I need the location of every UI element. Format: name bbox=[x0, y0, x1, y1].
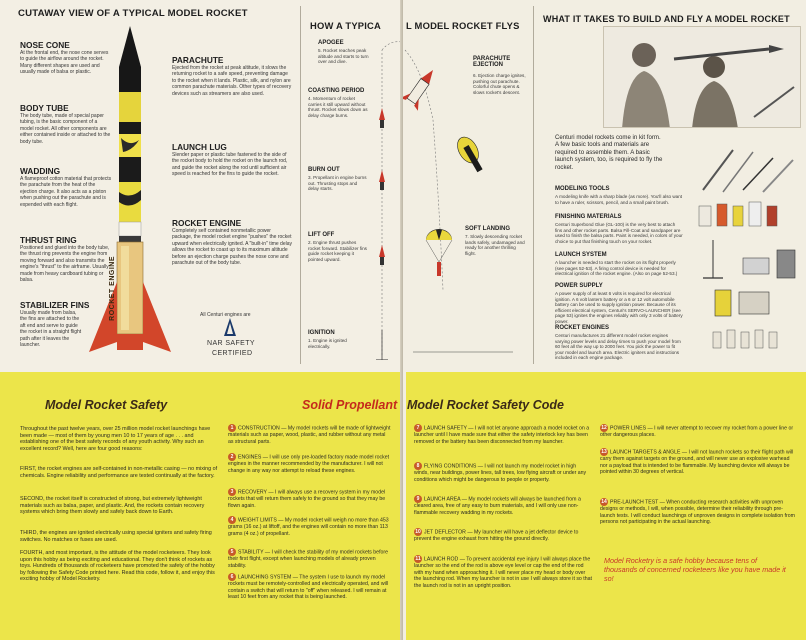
centuri-note: All Centuri engines are bbox=[200, 312, 251, 318]
code-item-6: 6 LAUNCHING SYSTEM — The system I use to launch my model rockets must be remotely-controlled and electrically operated, and will contain a switch that will return to "off" when released. I will remain at least 10 feet from any rocket that is being launched. bbox=[228, 574, 389, 600]
power-supply-title: POWER SUPPLY bbox=[555, 283, 603, 289]
coasting-title: COASTING PERIOD bbox=[308, 88, 365, 94]
safety-para-3: SECOND, the rocket itself is constructed of strong, but extremely lightweight materials such as balsa, paper, and plastic. And, the rockets contain recovery systems which bring them slowly and safely back down to Earth. bbox=[20, 496, 205, 516]
launch-lug-title: LAUNCH LUG bbox=[172, 142, 227, 152]
code-item-14: 14 PRE-LAUNCH TEST — When conducting research activities with unproven designs or methods, I will, when possible, determine their reliability through pre-launch tests. I will conduct launchings of unproven designs in complete isolation from persons not participating in the actual launching. bbox=[600, 499, 795, 525]
rocket-engines-text: Centuri manufactures 21 different model rocket engines varying power levels and delay times to push your model from 60 feet all the way up to 2000 feet. You pick the power to fit your model and launch area. Electric igniters and instructions included in each engine package. bbox=[555, 333, 681, 361]
flight-path-illustration bbox=[360, 30, 404, 360]
closing-statement: Model Rocketry is a safe hobby because tens of thousands of concerned rocketeers like you have made it so! bbox=[604, 556, 786, 583]
finishing-materials-title: FINISHING MATERIALS bbox=[555, 214, 622, 220]
code-item-9: 9 LAUNCH AREA — My model rockets will always be launched from a cleared area, free of any easy to burn materials, and I will only use non-flammable recovery wadding in my rockets. bbox=[414, 496, 581, 516]
code-item-13: 13 LAUNCH TARGETS & ANGLE — I will not launch rockets so their flight path will carry them against targets on the ground, and will never use an explosive warhead nor a payload that is intended to be flammable. My launching device will always be pointed within 30 degrees of vertical. bbox=[600, 449, 794, 475]
launch-system-text: A launcher is needed to start the rocket on its flight properly (see pages 52-53). A firing control device is needed for electrical ignition of the rocket engine. (Also on page 52-53.) bbox=[555, 260, 678, 277]
modeling-tools-text: A modeling knife with a sharp blade (as more). You'll also want to have a ruler, scissors, pencil, and a small paint brush. bbox=[555, 194, 683, 205]
burnout-text: 3. Propellant in engine burns out. Thrusting stops and delay starts. bbox=[308, 175, 367, 192]
stabilizer-fins-text: Usually made from balsa, the fins are attached to the aft end and serve to guide the rocket in a straight flight path after it leaves the launcher. bbox=[20, 310, 82, 349]
soft-landing-text: 7. Slowly descending rocket lands safely, undamaged and ready for another thrilling flight. bbox=[465, 234, 525, 256]
build-intro: Centuri model rockets come in kit form. A few basic tools and materials are required to assemble them. A basic launch system, too, is required to fly the rocket. bbox=[555, 134, 663, 171]
thrust-ring-text: Positioned and glued into the body tube, the thrust ring prevents the engine from moving forward and also transmits the engine's "thrust" to the airframe. Usually made from heavy cardboard tubing or balsa. bbox=[20, 245, 110, 284]
wadding-text: A flameproof cotton material that protects the parachute from the heat of the ejection charge. It also acts as a piston when pushing out the parachute and is expended with each flight. bbox=[20, 176, 112, 208]
safety-para-4: THIRD, the engines are ignited electrically using special igniters and safety firing switches. No matches or fuses are used. bbox=[20, 530, 212, 543]
code-item-7: 7 LAUNCH SAFETY — I will not let anyone approach a model rocket on a launcher until I have made sure that either the safety interlock key has been removed or the battery has been disconnected from my launcher. bbox=[414, 425, 590, 445]
finishing-materials-text: Centuri Superbond Glue (GL-100) is the very best to attach fins and other rocket parts. Balsa Fill-Coat and sandpaper are used to finish the balsa parts. Paint is needed, in colors of your choice to put that finishing touch on your rocket. bbox=[555, 222, 683, 244]
parachute-ejection-title: PARACHUTE EJECTION bbox=[473, 56, 511, 68]
apogee-text: 5. Rocket reaches peak altitude and starts to turn over and dive. bbox=[318, 48, 369, 65]
code-item-8: 8 FLYING CONDITIONS — I will not launch my model rocket in high winds, near buildings, power lines, tall trees, low flying aircraft or under any conditions which might be dangerous to people or property. bbox=[414, 463, 587, 483]
ignition-title: IGNITION bbox=[308, 330, 335, 336]
column-divider-right bbox=[533, 6, 534, 364]
launch-lug-text: Slender paper or plastic tube fastened to the side of the rocket body to hold the rocket on the launch rod, and guide the rocket along the rod until sufficient air speed is reached for the fins to guide the rocket. bbox=[172, 152, 288, 178]
column-divider bbox=[300, 6, 301, 364]
stabilizer-fins-title: STABILIZER FINS bbox=[20, 300, 90, 310]
parachute-text: Ejected from the rocket at peak altitude, it slows the returning rocket to a safe speed, preventing damage to the rocket when it lands. Plastic, silk, and nylon are common parachute materials. Other types of recovery devices such as streamers are also used. bbox=[172, 65, 292, 97]
burnout-title: BURN OUT bbox=[308, 167, 340, 173]
safety-para-5: FOURTH, and most important, is the attitude of the model rocketeers. They look upon this hobby as being exciting and educational. They don't think of rockets as toys. Hundreds of thousands of rocketeers have promoted the safety of the hobby by following the Safety Code printed here. Read this code, follow it, and enjoy this exciting hobby of Model Rocketry. bbox=[20, 550, 215, 583]
safety-para-2: FIRST, the rocket engines are self-contained in non-metallic casing — no mixing of chemicals. Engine reliability and performance are tested continually at the factory. bbox=[20, 466, 218, 479]
solid-propellant-title: Solid Propellant bbox=[302, 398, 398, 412]
power-supply-text: A power supply of at least 6 volts is required for electrical ignition. A 6 volt lantern battery or a 6 or 12 volt automobile battery can be used to supply ignition power. Because of its efficient electrical system, Centuri's SERVO-LAUNCHER (see page 53) ignites the engines reliably with only 3 volts of battery power. bbox=[555, 291, 683, 324]
ignition-text: 1. Engine is ignited electrically. bbox=[308, 338, 347, 349]
rocket-engine-text: Completely self contained nonmetallic power package, the model rocket engine "pushes" the rocket upward when electrically ignited. A "built-in" time delay allows the rocket to coast up to its maximum altitude before an ejection charge pushes the nose cone and parachute out of the body tube. bbox=[172, 228, 292, 267]
engine-casing-label: ROCKET ENGINE bbox=[109, 256, 116, 321]
body-tube-text: The body tube, made of special paper tubing, is the basic component of a model rocket. All other components are either contained inside or attached to the body tube. bbox=[20, 113, 111, 145]
parachute-title: PARACHUTE bbox=[172, 55, 224, 65]
code-item-2: 2 ENGINES — I will use only pre-loaded factory made model rocket engines in the manner recommended by the manufacturer. I will not change in any way nor attempt to reload these engines. bbox=[228, 454, 390, 474]
code-item-1: 1 CONSTRUCTION — My model rockets will be made of lightweight materials such as paper, wood, plastic, and rubber without any metal as structural parts. bbox=[228, 425, 391, 445]
body-tube-title: BODY TUBE bbox=[20, 103, 69, 113]
code-item-12: 12 POWER LINES — I will never attempt to recover my rocket from a power line or other dangerous places. bbox=[600, 425, 794, 438]
liftoff-text: 2. Engine thrust pushes rocket forward. Stabilizer fins guide rocket keeping it pointed upward. bbox=[308, 240, 367, 262]
nar-safety-line1: NAR SAFETY bbox=[207, 340, 255, 347]
soft-landing-title: SOFT LANDING bbox=[465, 226, 510, 232]
rocket-engine-title: ROCKET ENGINE bbox=[172, 218, 242, 228]
flight-header-left: HOW A TYPICA bbox=[310, 20, 381, 31]
safety-title: Model Rocket Safety bbox=[45, 398, 168, 412]
rocket-cutaway-illustration bbox=[85, 22, 175, 367]
cutaway-header: CUTAWAY VIEW OF A TYPICAL MODEL ROCKET bbox=[18, 8, 248, 19]
nose-cone-text: At the frontal end, the nose cone serves to guide the airflow around the rocket. Many different shapes are used and usually made of balsa or plastic. bbox=[20, 50, 109, 76]
descent-illustration bbox=[403, 40, 531, 360]
coasting-text: 4. Momentum of rocket carries it still upward without thrust. Rocket slows down as delay charge burns. bbox=[308, 96, 368, 118]
parachute-ejection-text: 6. Ejection charge ignites, pushing out parachute. Colorful chute opens & slows rocket's descent. bbox=[473, 73, 526, 95]
code-item-3: 3 RECOVERY — I will always use a recovery system in my model rockets that will return them safely to the ground so that they may be flown again. bbox=[228, 489, 386, 509]
modeling-tools-title: MODELING TOOLS bbox=[555, 186, 610, 192]
code-item-10: 10 JET DEFLECTOR — My launcher will have a jet deflector device to prevent the engine exhaust from hitting the ground directly. bbox=[414, 529, 579, 542]
code-item-4: 4 WEIGHT LIMITS — My model rocket will weigh no more than 453 grams (16 oz.) at liftoff, and the engines will contain no more than 113 grams (4 oz.) of propellant. bbox=[228, 517, 389, 537]
nose-cone-title: NOSE CONE bbox=[20, 40, 70, 50]
safety-code-title: Model Rocket Safety Code bbox=[407, 398, 564, 412]
thrust-ring-title: THRUST RING bbox=[20, 235, 77, 245]
apogee-title: APOGEE bbox=[318, 40, 344, 46]
tools-illustration bbox=[693, 140, 803, 365]
rocket-engines-title: ROCKET ENGINES bbox=[555, 325, 610, 331]
builders-photo bbox=[603, 26, 801, 128]
code-item-11: 11 LAUNCH ROD — To prevent accidental eye injury I will always place the launcher so the end of the rod is above eye level or cap the end of the rod with my hand when approaching it. I will never place my head or body over the launching rod. When my launcher is not in use I will always store it so that the launch rod is not in an upright position. bbox=[414, 556, 592, 589]
code-item-5: 5 STABILITY — I will check the stability of my model rockets before their first flight, except when launching models of already proven stability. bbox=[228, 549, 389, 569]
build-header: WHAT IT TAKES TO BUILD AND FLY A MODEL ROCKET bbox=[543, 14, 790, 24]
nar-logo-icon bbox=[224, 318, 236, 336]
flight-header-right: L MODEL ROCKET FLYS bbox=[406, 20, 520, 31]
launch-system-title: LAUNCH SYSTEM bbox=[555, 252, 607, 258]
liftoff-title: LIFT OFF bbox=[308, 232, 335, 238]
nar-safety-line2: CERTIFIED bbox=[212, 350, 253, 357]
safety-para-1: Throughout the past twelve years, over 25 million model rocket launchings have been made — most of them by young men 10 to 17 years of age . . . and establishing one of the best safety records of any youth activity. Why such an excellent record? Well, here are four good reasons: bbox=[20, 426, 211, 452]
wadding-title: WADDING bbox=[20, 166, 61, 176]
